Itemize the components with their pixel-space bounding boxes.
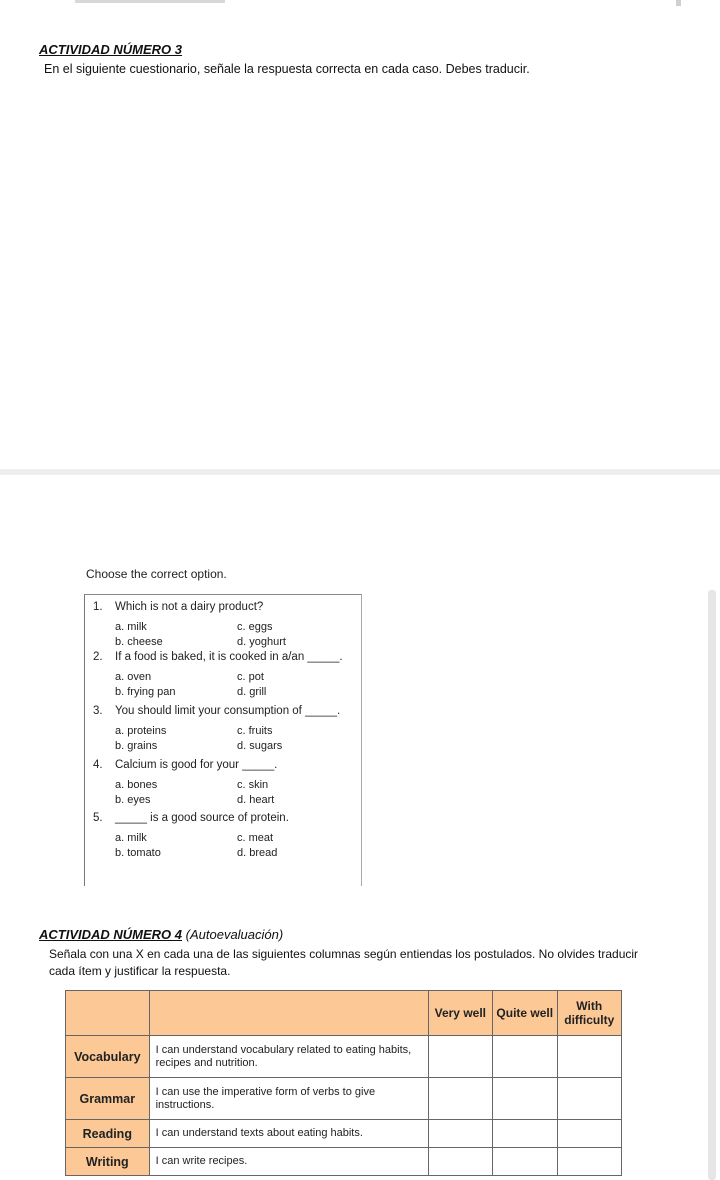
option-a[interactable]: a. bones <box>115 779 158 791</box>
question-2 <box>93 651 343 663</box>
table-row <box>66 1078 622 1120</box>
header-very-well: Very well <box>428 991 492 1036</box>
question-number: 5. <box>93 812 103 824</box>
row-category: Reading <box>66 1120 150 1148</box>
option-d[interactable]: d. sugars <box>237 740 283 752</box>
cell-with-difficulty[interactable] <box>557 1036 622 1078</box>
question-text: You should limit your consumption of _____. <box>115 705 341 717</box>
option-b[interactable]: b. eyes <box>115 794 151 806</box>
row-category: Grammar <box>66 1078 150 1120</box>
option-d[interactable]: d. yoghurt <box>237 636 286 648</box>
row-description: I can use the imperative form of verbs to give instructions. <box>149 1078 428 1120</box>
activity4-heading <box>39 927 283 942</box>
option-b[interactable]: b. tomato <box>115 847 161 859</box>
question-number: 3. <box>93 705 103 717</box>
option-b[interactable]: b. frying pan <box>115 686 176 698</box>
option-c[interactable]: c. meat <box>237 832 274 844</box>
table-row <box>66 1148 622 1176</box>
top-marker <box>676 0 681 6</box>
scrollbar[interactable] <box>708 590 716 1180</box>
row-description: I can understand texts about eating habits. <box>149 1120 428 1148</box>
activity3-instructions: En el siguiente cuestionario, señale la respuesta correcta en cada caso. Debes traducir. <box>44 62 530 76</box>
cell-very-well[interactable] <box>428 1078 492 1120</box>
cell-very-well[interactable] <box>428 1120 492 1148</box>
self-assessment-table <box>65 990 622 1176</box>
question-number: 4. <box>93 759 103 771</box>
top-divider <box>75 0 225 3</box>
question-text: Calcium is good for your _____. <box>115 759 278 771</box>
question-4 <box>93 759 277 771</box>
cell-with-difficulty[interactable] <box>557 1078 622 1120</box>
cell-quite-well[interactable] <box>493 1078 557 1120</box>
option-c[interactable]: c. pot <box>237 671 264 683</box>
question-1 <box>93 601 263 613</box>
option-a[interactable]: a. milk <box>115 621 147 633</box>
table-row <box>66 1036 622 1078</box>
header-quite-well: Quite well <box>493 991 557 1036</box>
page-separator <box>0 469 720 475</box>
question-number: 1. <box>93 601 103 613</box>
option-c[interactable]: c. eggs <box>237 621 273 633</box>
cell-quite-well[interactable] <box>493 1036 557 1078</box>
cell-quite-well[interactable] <box>493 1120 557 1148</box>
option-a[interactable]: a. oven <box>115 671 152 683</box>
activity4-title: ACTIVIDAD NÚMERO 4 <box>39 927 183 942</box>
question-5 <box>93 812 289 824</box>
option-c[interactable]: c. fruits <box>237 725 273 737</box>
table-row <box>66 1120 622 1148</box>
row-description: I can understand vocabulary related to eating habits, recipes and nutrition. <box>149 1036 428 1078</box>
row-category: Vocabulary <box>66 1036 150 1078</box>
option-d[interactable]: d. grill <box>237 686 267 698</box>
option-d[interactable]: d. bread <box>237 847 278 859</box>
cell-quite-well[interactable] <box>493 1148 557 1176</box>
option-a[interactable]: a. proteins <box>115 725 167 737</box>
question-text: If a food is baked, it is cooked in a/an _____. <box>115 651 343 663</box>
question-number: 2. <box>93 651 103 663</box>
activity4-instructions-1: Señala con una X en cada una de las siguientes columnas según entiendas los postulados. No olvides traducir <box>49 947 639 961</box>
activity3-title: ACTIVIDAD NÚMERO 3 <box>39 42 183 57</box>
activity4-subtitle: (Autoevaluación) <box>185 927 284 942</box>
cell-very-well[interactable] <box>428 1036 492 1078</box>
table-header-row <box>66 991 622 1036</box>
option-b[interactable]: b. cheese <box>115 636 163 648</box>
header-empty-2 <box>149 991 428 1036</box>
header-empty-1 <box>66 991 150 1036</box>
row-category: Writing <box>66 1148 150 1176</box>
question-text: Which is not a dairy product? <box>115 601 264 613</box>
activity4-instructions-2: cada ítem y justificar la respuesta. <box>49 964 231 978</box>
cell-very-well[interactable] <box>428 1148 492 1176</box>
cell-with-difficulty[interactable] <box>557 1120 622 1148</box>
option-c[interactable]: c. skin <box>237 779 269 791</box>
row-description: I can write recipes. <box>149 1148 428 1176</box>
question-3 <box>93 705 340 717</box>
header-with-difficulty: With difficulty <box>557 991 622 1036</box>
option-b[interactable]: b. grains <box>115 740 158 752</box>
quiz-box <box>84 594 362 886</box>
option-a[interactable]: a. milk <box>115 832 147 844</box>
quiz-heading: Choose the correct option. <box>86 567 227 581</box>
option-d[interactable]: d. heart <box>237 794 275 806</box>
cell-with-difficulty[interactable] <box>557 1148 622 1176</box>
question-text: _____ is a good source of protein. <box>115 812 289 824</box>
